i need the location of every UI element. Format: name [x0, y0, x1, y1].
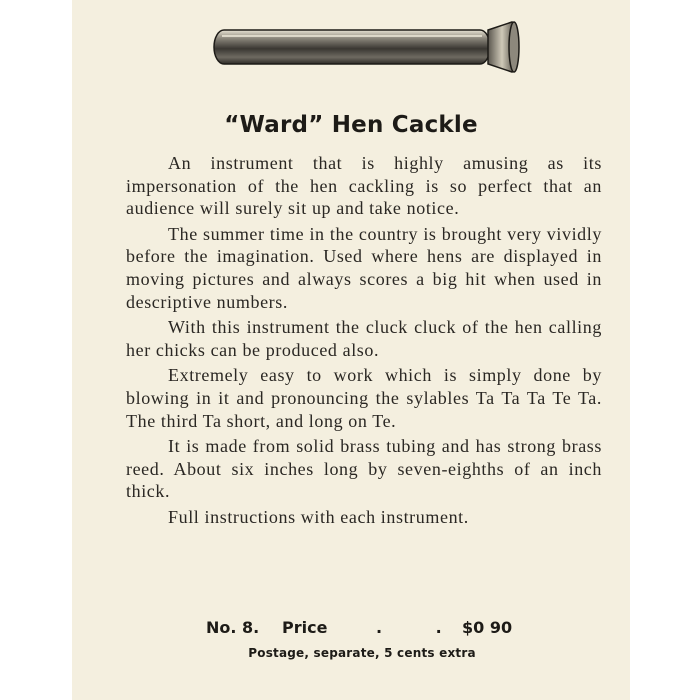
description-paragraph: It is made from solid brass tubing and has strong brass reed. About six inches long by seven-eighths of an inch thick. [126, 436, 602, 502]
price-label: Price [282, 618, 328, 637]
catalog-number: No. 8. [206, 618, 260, 637]
hen-cackle-instrument-image [210, 18, 525, 82]
product-description [126, 152, 602, 532]
price-leaders: . . [376, 618, 466, 637]
postage-note: Postage, separate, 5 cents extra [248, 646, 476, 660]
description-paragraph: Extremely easy to work which is simply done by blowing in it and pronouncing the sylables Ta Ta Ta Te Ta. The third Ta short, and long on Te. [126, 365, 602, 431]
description-paragraph: An instrument that is highly amusing as its impersonation of the hen cackling is so perfect that an audience will surely sit up and take notice. [126, 153, 602, 219]
product-title: “Ward” Hen Cackle [224, 112, 478, 138]
description-paragraph: The summer time in the country is brought very vividly before the imagination. Used where hens are displayed in moving pictures and always scores a big hit when used in descriptive numbers. [126, 223, 602, 312]
catalog-page [72, 0, 630, 700]
description-paragraph: With this instrument the cluck cluck of the hen calling her chicks can be produced also. [126, 317, 602, 360]
description-paragraph: Full instructions with each instrument. [168, 506, 469, 527]
price-value: $0 90 [462, 618, 513, 637]
